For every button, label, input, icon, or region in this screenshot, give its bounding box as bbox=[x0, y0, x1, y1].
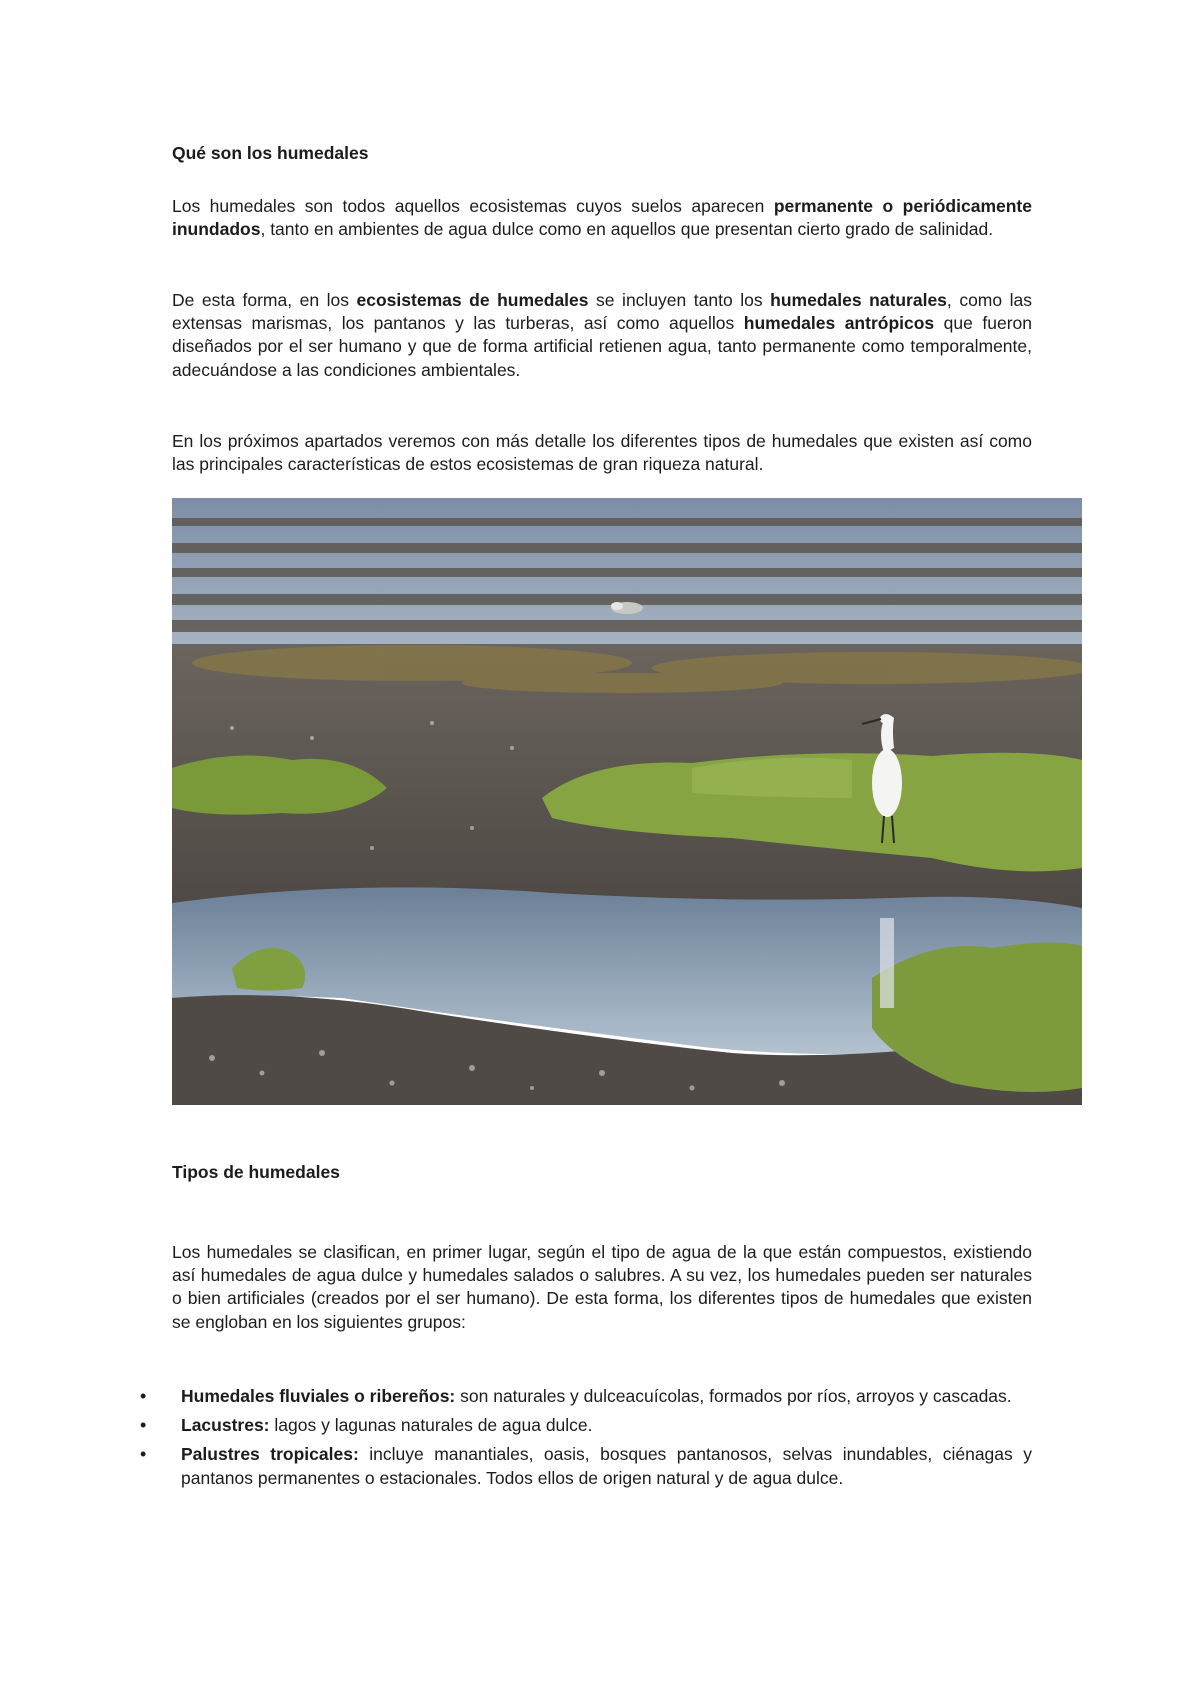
section-title-que-son: Qué son los humedales bbox=[172, 143, 369, 163]
item-label: Palustres tropicales: bbox=[181, 1444, 359, 1465]
text-run: Los humedales son todos aquellos ecosistemas cuyos suelos aparecen bbox=[172, 196, 774, 216]
paragraph-ecosystems bbox=[172, 289, 1032, 382]
text-run: , como las extensas marismas, los pantanos y las turberas, así como aquellos bbox=[172, 290, 1033, 334]
list-item bbox=[140, 1414, 1032, 1437]
bold-run: ecosistemas de humedales bbox=[356, 290, 589, 310]
bold-run: humedales naturales bbox=[770, 290, 947, 310]
text-run: , tanto en ambientes de agua dulce como en aquellos que presentan cierto grado de salinidad. bbox=[260, 219, 994, 240]
list-item bbox=[140, 1443, 1032, 1489]
bold-run: humedales antrópicos bbox=[743, 313, 935, 334]
section-title-tipos: Tipos de humedales bbox=[172, 1162, 340, 1182]
paragraph-definition bbox=[172, 195, 1032, 241]
bullet-icon: • bbox=[140, 1386, 147, 1406]
item-text: lagos y lagunas naturales de agua dulce. bbox=[269, 1415, 593, 1436]
item-text: son naturales y dulceacuícolas, formados por ríos, arroyos y cascadas. bbox=[455, 1386, 1012, 1406]
list-item bbox=[140, 1385, 1032, 1408]
text-run: que fueron diseñados por el ser humano y que de forma artificial retienen agua, tanto permanente como temporalmente, adecuándose a las condiciones ambientales. bbox=[172, 313, 1033, 380]
item-label: Humedales fluviales o ribereños: bbox=[181, 1386, 456, 1406]
text-run: De esta forma, en los bbox=[172, 290, 357, 310]
paragraph-intro-sections: En los próximos apartados veremos con más detalle los diferentes tipos de humedales que existen así como las principales características de estos ecosistemas de gran riqueza natural. bbox=[172, 431, 1032, 475]
item-label: Lacustres: bbox=[181, 1415, 270, 1436]
text-run: se incluyen tanto los bbox=[588, 290, 771, 310]
bullet-icon: • bbox=[140, 1444, 147, 1465]
bullet-icon: • bbox=[140, 1415, 147, 1436]
wetland-types-list bbox=[140, 1385, 1032, 1496]
item-text: incluye manantiales, oasis, bosques pantanosos, selvas inundables, ciénagas y pantanos permanentes o estacionales. Todos ellos de origen natural y de agua dulce. bbox=[181, 1444, 1033, 1488]
bold-run: permanente o periódicamente inundados bbox=[172, 196, 1032, 240]
paragraph-classification: Los humedales se clasifican, en primer lugar, según el tipo de agua de la que están compuestos, existiendo así humedales de agua dulce y humedales salados o salubres. A su vez, los humedales pueden ser naturales o bien artificiales (creados por el ser humano). De esta forma, los diferentes tipos de humedales que existen se engloban en los siguientes grupos: bbox=[172, 1242, 1032, 1332]
wetland-egret-photo bbox=[172, 498, 1082, 1105]
